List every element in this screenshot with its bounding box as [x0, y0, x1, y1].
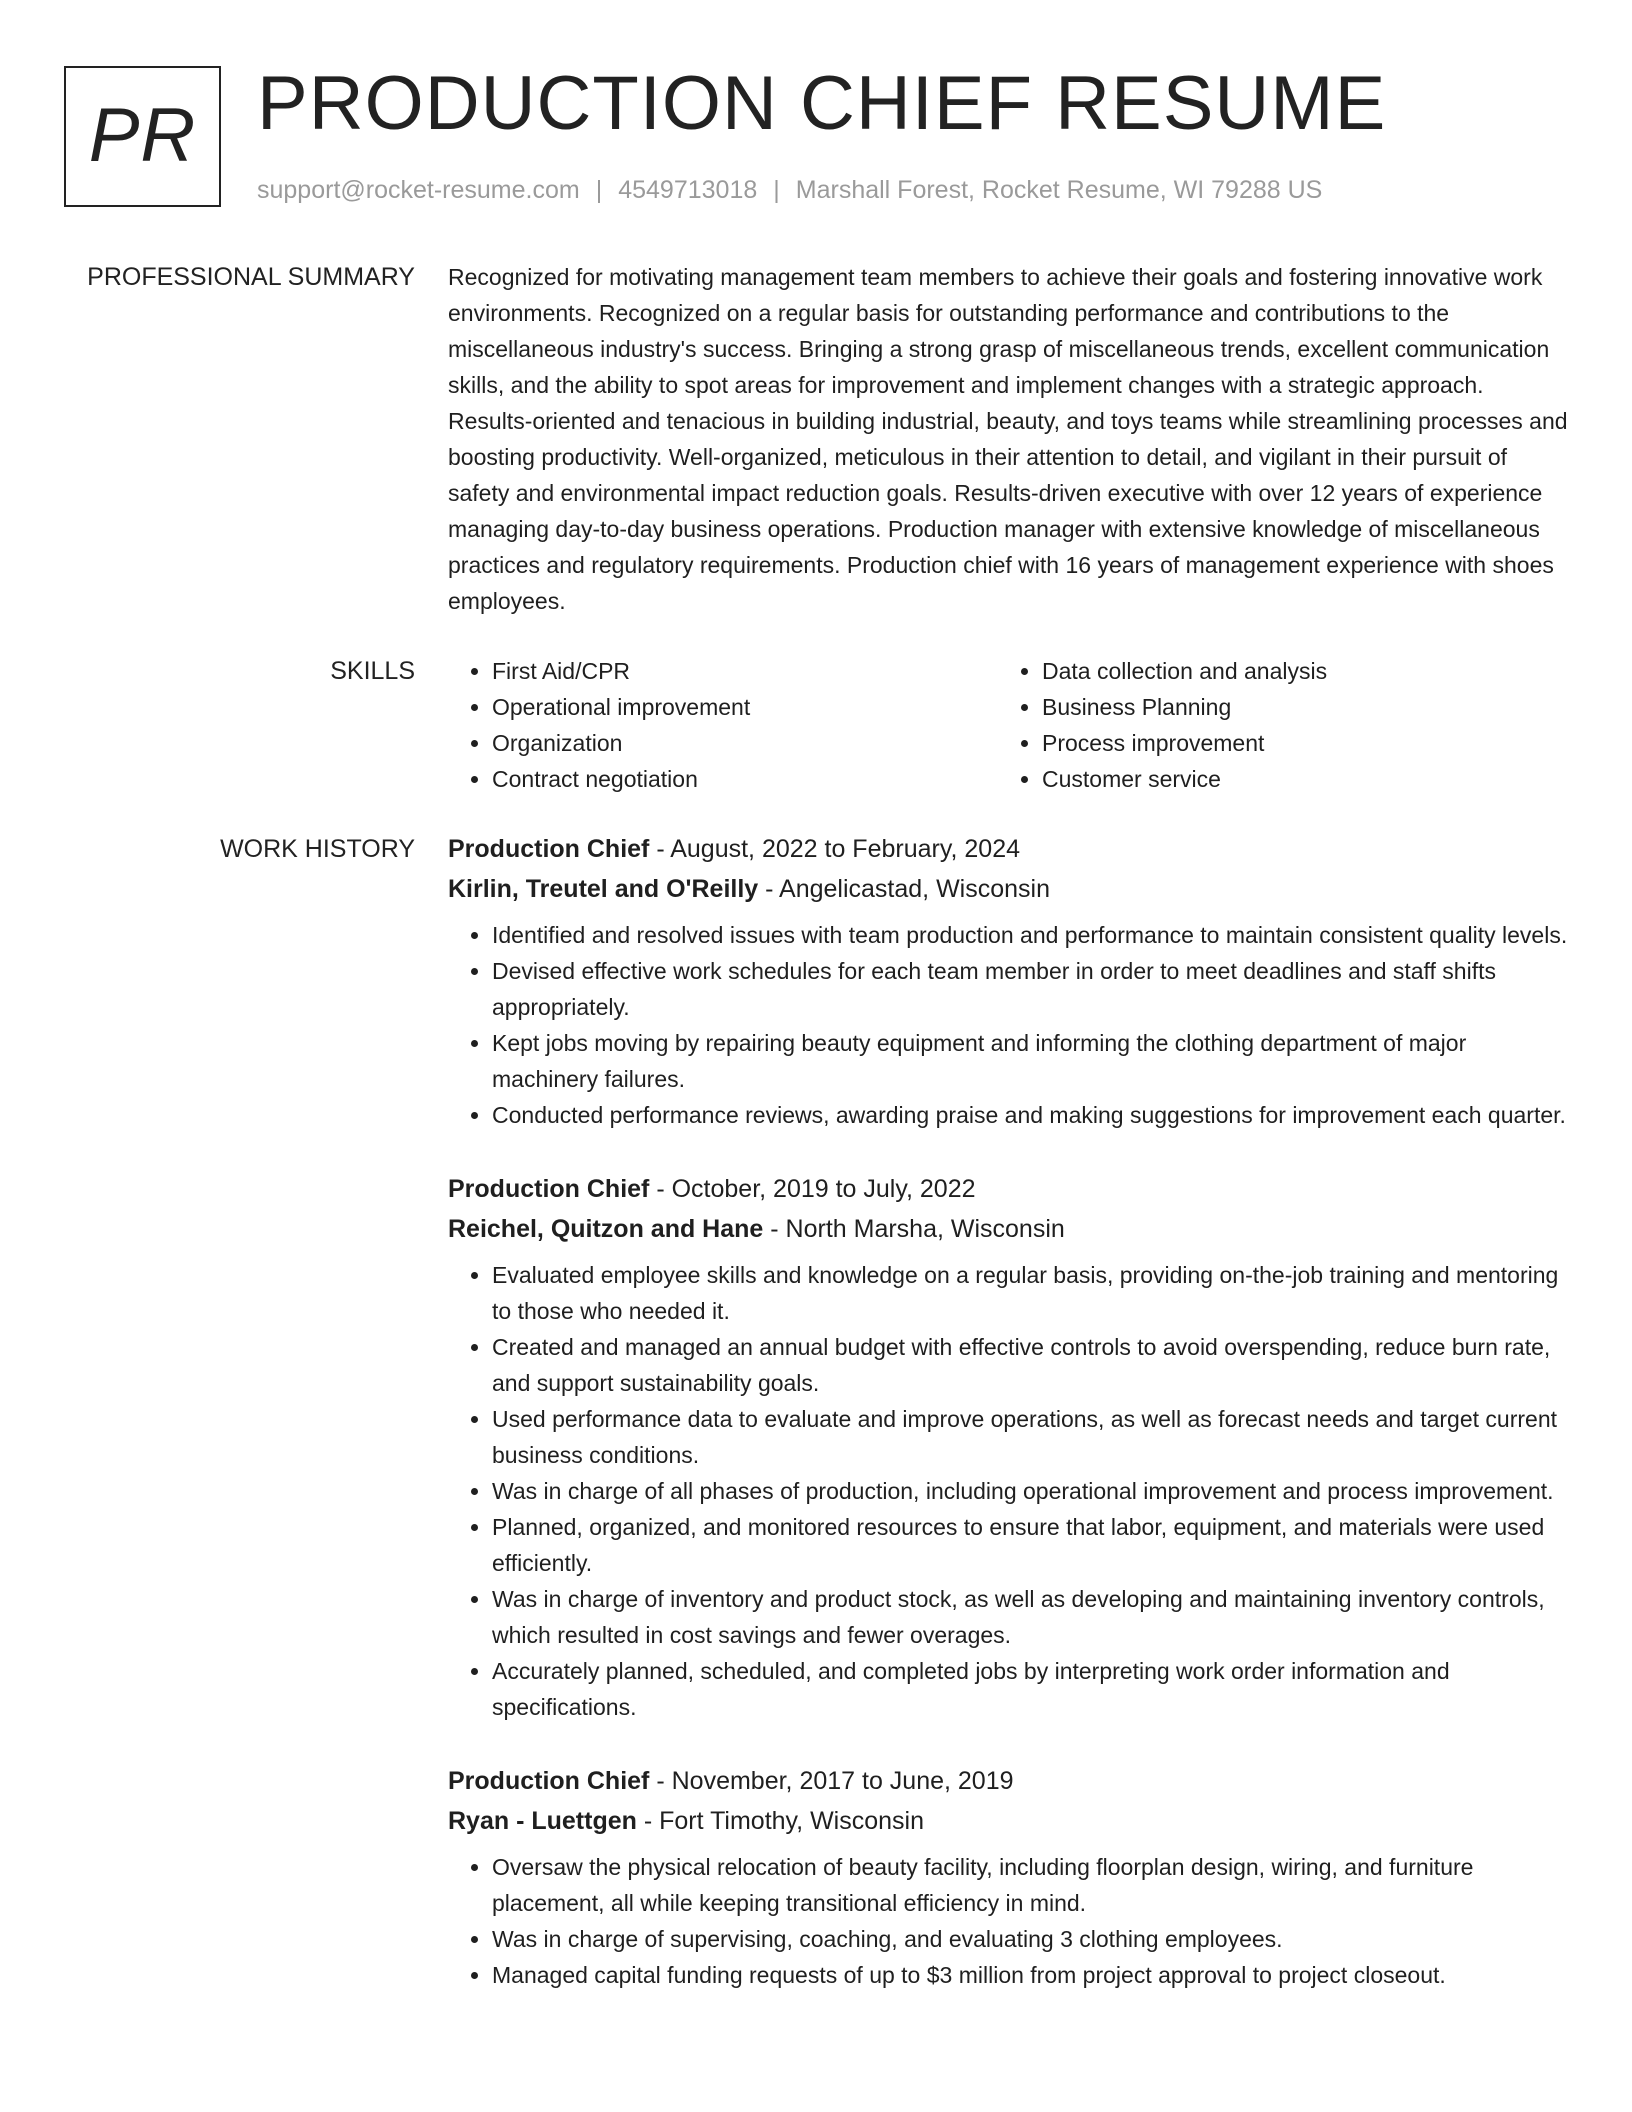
job-bullets: [448, 1849, 1568, 1993]
job-bullet: • Identified and resolved issues with team production and performance to maintain consistent quality levels.: [492, 917, 1568, 953]
monogram-badge: [64, 66, 221, 207]
job-entry: [448, 1169, 1568, 1725]
job-bullet: • Was in charge of inventory and product stock, as well as developing and maintaining inventory controls, which resulted in cost savings and fewer overages.: [492, 1581, 1568, 1653]
contact-email: support@rocket-resume.com: [257, 176, 580, 204]
resume-title: PRODUCTION CHIEF RESUME: [257, 61, 1387, 146]
job-company-line: [448, 869, 1568, 909]
job-bullet: • Accurately planned, scheduled, and completed jobs by interpreting work order information and specifications.: [492, 1653, 1568, 1725]
job-bullet: • Oversaw the physical relocation of beauty facility, including floorplan design, wiring, and furniture placement, all while keeping transitional efficiency in mind.: [492, 1849, 1568, 1921]
work-history-section: [448, 829, 1568, 2029]
skills-list-left: [448, 653, 998, 797]
job-entry: [448, 1761, 1568, 1993]
contact-address: Marshall Forest, Rocket Resume, WI 79288 US: [795, 176, 1323, 204]
job-company-line: [448, 1209, 1568, 1249]
skill-item: • Process improvement: [1042, 725, 1548, 761]
job-bullet: • Planned, organized, and monitored resources to ensure that labor, equipment, and materials were used efficiently.: [492, 1509, 1568, 1581]
contact-separator: |: [773, 176, 780, 204]
job-bullet: • Created and managed an annual budget with effective controls to avoid overspending, reduce burn rate, and support sustainability goals.: [492, 1329, 1568, 1401]
job-title-line: [448, 829, 1568, 869]
job-title: Production Chief: [448, 1175, 650, 1203]
job-title: Production Chief: [448, 835, 650, 863]
section-label-work: WORK HISTORY: [220, 835, 415, 863]
job-location: - Angelicastad, Wisconsin: [758, 875, 1050, 903]
skill-item: • Data collection and analysis: [1042, 653, 1548, 689]
section-label-skills: SKILLS: [330, 657, 415, 685]
job-location: - Fort Timothy, Wisconsin: [636, 1807, 924, 1835]
contact-separator: |: [595, 176, 603, 204]
job-bullet: • Kept jobs moving by repairing beauty equipment and informing the clothing department of major machinery failures.: [492, 1025, 1568, 1097]
job-dates: - November, 2017 to June, 2019: [649, 1767, 1014, 1795]
skills-list-right: [998, 653, 1548, 797]
contact-phone: 4549713018: [618, 176, 758, 204]
skill-item: • Customer service: [1042, 761, 1548, 797]
skill-item: • Operational improvement: [492, 689, 998, 725]
skill-item: • Contract negotiation: [492, 761, 998, 797]
skill-item: • Organization: [492, 725, 998, 761]
skill-item: • First Aid/CPR: [492, 653, 998, 689]
job-dates: - August, 2022 to February, 2024: [649, 835, 1020, 863]
summary-text: Recognized for motivating management team members to achieve their goals and fostering innovative work environments. Recognized on a regular basis for outstanding performance and contributions to the miscellaneous industry's success. Bringing a strong grasp of miscellaneous trends, excellent communication skills, and the ability to spot areas for improvement and implement changes with a strategic approach. Results-oriented and tenacious in building industrial, beauty, and toys teams while streamlining processes and boosting productivity. Well-organized, meticulous in their attention to detail, and vigilant in their pursuit of safety and environmental impact reduction goals. Results-driven executive with over 12 years of experience managing day-to-day business operations. Production manager with extensive knowledge of miscellaneous practices and regulatory requirements. Production chief with 16 years of management experience with shoes employees.: [448, 264, 1568, 614]
job-bullet: • Managed capital funding requests of up to $3 million from project approval to project closeout.: [492, 1957, 1568, 1993]
monogram-text: PR: [88, 93, 197, 178]
job-bullet: • Was in charge of all phases of production, including operational improvement and process improvement.: [492, 1473, 1568, 1509]
skill-item: • Business Planning: [1042, 689, 1548, 725]
job-bullet: • Devised effective work schedules for each team member in order to meet deadlines and staff shifts appropriately.: [492, 953, 1568, 1025]
job-title-line: [448, 1169, 1568, 1209]
job-company-line: [448, 1801, 1568, 1841]
job-dates: - October, 2019 to July, 2022: [649, 1175, 976, 1203]
job-bullet: • Evaluated employee skills and knowledge on a regular basis, providing on-the-job training and mentoring to those who needed it.: [492, 1257, 1568, 1329]
job-title: Production Chief: [448, 1767, 650, 1795]
job-title-line: [448, 1761, 1568, 1801]
summary-section: [448, 259, 1568, 619]
job-company: Ryan - Luettgen: [448, 1807, 637, 1835]
job-location: - North Marsha, Wisconsin: [763, 1215, 1065, 1243]
job-company: Kirlin, Treutel and O'Reilly: [448, 875, 759, 903]
section-label-summary: PROFESSIONAL SUMMARY: [87, 263, 415, 291]
job-bullet: • Conducted performance reviews, awarding praise and making suggestions for improvement each quarter.: [492, 1097, 1568, 1133]
job-entry: [448, 829, 1568, 1133]
job-bullet: • Was in charge of supervising, coaching, and evaluating 3 clothing employees.: [492, 1921, 1568, 1957]
skills-section: [448, 653, 1568, 797]
job-bullet: • Used performance data to evaluate and improve operations, as well as forecast needs and target current business conditions.: [492, 1401, 1568, 1473]
contact-line: [257, 174, 1322, 206]
job-bullets: [448, 917, 1568, 1133]
job-company: Reichel, Quitzon and Hane: [448, 1215, 764, 1243]
job-bullets: [448, 1257, 1568, 1725]
